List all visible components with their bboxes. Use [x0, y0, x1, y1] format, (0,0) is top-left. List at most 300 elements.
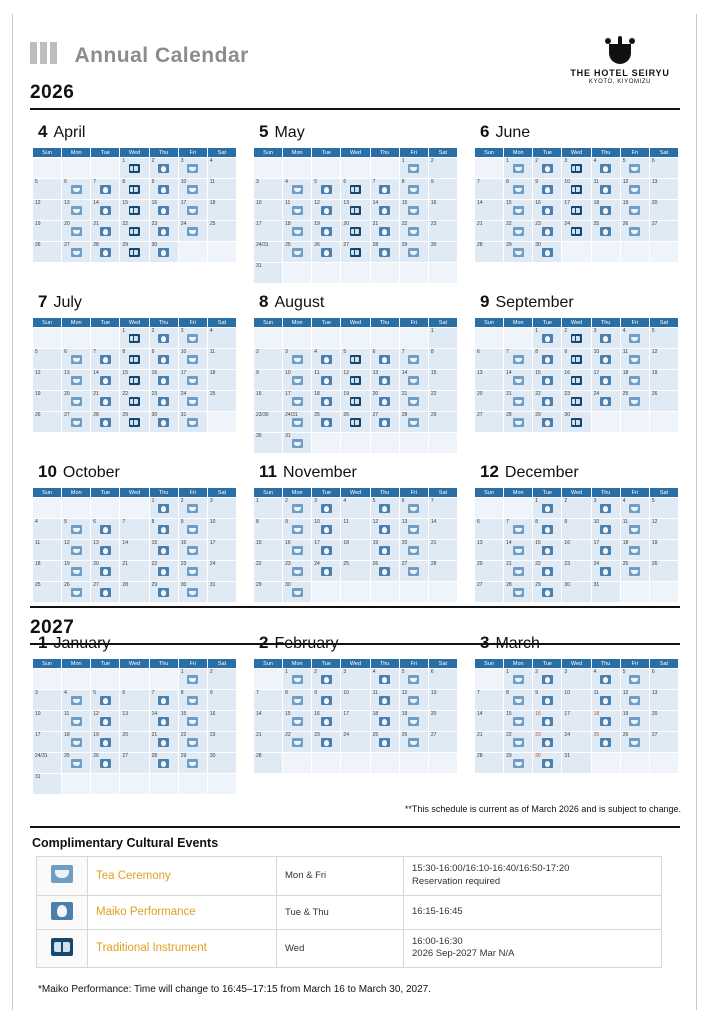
day-cell[interactable]	[591, 690, 620, 711]
day-cell[interactable]	[649, 158, 678, 179]
day-cell[interactable]	[120, 690, 149, 711]
day-cell[interactable]	[428, 179, 457, 200]
day-cell[interactable]	[620, 391, 649, 412]
day-cell[interactable]	[428, 328, 457, 349]
day-cell[interactable]	[533, 669, 562, 690]
day-cell[interactable]	[475, 753, 504, 774]
day-cell[interactable]	[120, 711, 149, 732]
day-cell[interactable]	[62, 349, 91, 370]
day-cell[interactable]	[504, 221, 533, 242]
day-cell[interactable]	[341, 540, 370, 561]
day-cell[interactable]	[33, 582, 62, 603]
day-cell[interactable]	[649, 370, 678, 391]
day-cell[interactable]	[312, 391, 341, 412]
day-cell[interactable]	[428, 391, 457, 412]
day-cell[interactable]	[533, 221, 562, 242]
day-cell[interactable]	[312, 711, 341, 732]
day-cell[interactable]	[254, 690, 283, 711]
day-cell[interactable]	[649, 179, 678, 200]
day-cell[interactable]	[562, 519, 591, 540]
day-cell[interactable]	[475, 582, 504, 603]
day-cell[interactable]	[254, 349, 283, 370]
day-cell[interactable]	[562, 200, 591, 221]
day-cell[interactable]	[120, 582, 149, 603]
day-cell[interactable]	[62, 391, 91, 412]
day-cell[interactable]	[120, 328, 149, 349]
day-cell[interactable]	[91, 200, 120, 221]
day-cell[interactable]	[591, 582, 620, 603]
day-cell[interactable]	[341, 498, 370, 519]
day-cell[interactable]	[533, 753, 562, 774]
day-cell[interactable]	[399, 370, 428, 391]
day-cell[interactable]	[149, 179, 178, 200]
day-cell[interactable]	[312, 221, 341, 242]
day-cell[interactable]	[91, 221, 120, 242]
day-cell[interactable]	[341, 370, 370, 391]
day-cell[interactable]	[649, 221, 678, 242]
day-cell[interactable]	[120, 519, 149, 540]
day-cell[interactable]	[33, 540, 62, 561]
day-cell[interactable]	[562, 561, 591, 582]
day-cell[interactable]	[370, 221, 399, 242]
day-cell[interactable]	[370, 391, 399, 412]
day-cell[interactable]	[562, 370, 591, 391]
day-cell[interactable]	[533, 540, 562, 561]
day-cell[interactable]	[562, 711, 591, 732]
day-cell[interactable]	[341, 732, 370, 753]
day-cell[interactable]	[370, 179, 399, 200]
day-cell[interactable]	[254, 263, 283, 284]
day-cell[interactable]	[283, 732, 312, 753]
day-cell[interactable]	[207, 158, 236, 179]
day-cell[interactable]	[341, 179, 370, 200]
day-cell[interactable]	[620, 519, 649, 540]
day-cell[interactable]	[283, 349, 312, 370]
day-cell[interactable]	[428, 221, 457, 242]
day-cell[interactable]	[620, 370, 649, 391]
day-cell[interactable]	[178, 561, 207, 582]
day-cell[interactable]	[504, 732, 533, 753]
day-cell[interactable]	[428, 370, 457, 391]
day-cell[interactable]	[283, 582, 312, 603]
day-cell[interactable]	[149, 753, 178, 774]
day-cell[interactable]	[33, 690, 62, 711]
day-cell[interactable]	[475, 561, 504, 582]
day-cell[interactable]	[91, 753, 120, 774]
day-cell[interactable]	[178, 732, 207, 753]
day-cell[interactable]	[91, 561, 120, 582]
day-cell[interactable]	[620, 540, 649, 561]
day-cell[interactable]	[120, 200, 149, 221]
day-cell[interactable]	[207, 349, 236, 370]
day-cell[interactable]	[254, 561, 283, 582]
day-cell[interactable]	[620, 711, 649, 732]
day-cell[interactable]	[504, 582, 533, 603]
day-cell[interactable]	[178, 753, 207, 774]
day-cell[interactable]	[178, 582, 207, 603]
day-cell[interactable]	[91, 690, 120, 711]
day-cell[interactable]	[62, 690, 91, 711]
day-cell[interactable]	[649, 540, 678, 561]
day-cell[interactable]	[504, 711, 533, 732]
day-cell[interactable]	[475, 540, 504, 561]
day-cell[interactable]	[312, 179, 341, 200]
day-cell[interactable]	[620, 349, 649, 370]
day-cell[interactable]	[178, 412, 207, 433]
day-cell[interactable]	[33, 349, 62, 370]
day-cell[interactable]	[91, 519, 120, 540]
day-cell[interactable]	[91, 391, 120, 412]
day-cell[interactable]	[370, 370, 399, 391]
day-cell[interactable]	[533, 349, 562, 370]
day-cell[interactable]	[399, 158, 428, 179]
day-cell[interactable]	[591, 561, 620, 582]
day-cell[interactable]	[91, 711, 120, 732]
day-cell[interactable]	[283, 370, 312, 391]
day-cell[interactable]	[649, 669, 678, 690]
day-cell[interactable]	[341, 561, 370, 582]
day-cell[interactable]	[475, 349, 504, 370]
day-cell[interactable]	[207, 561, 236, 582]
day-cell[interactable]	[562, 540, 591, 561]
day-cell[interactable]	[149, 242, 178, 263]
day-cell[interactable]	[562, 690, 591, 711]
day-cell[interactable]	[562, 328, 591, 349]
day-cell[interactable]	[91, 732, 120, 753]
day-cell[interactable]	[562, 349, 591, 370]
day-cell[interactable]	[33, 179, 62, 200]
day-cell[interactable]	[62, 412, 91, 433]
day-cell[interactable]	[312, 349, 341, 370]
day-cell[interactable]	[207, 732, 236, 753]
day-cell[interactable]	[178, 519, 207, 540]
day-cell[interactable]	[283, 498, 312, 519]
day-cell[interactable]	[533, 711, 562, 732]
day-cell[interactable]	[620, 221, 649, 242]
day-cell[interactable]	[428, 412, 457, 433]
day-cell[interactable]	[370, 412, 399, 433]
day-cell[interactable]	[562, 412, 591, 433]
day-cell[interactable]	[149, 690, 178, 711]
day-cell[interactable]	[33, 200, 62, 221]
day-cell[interactable]	[399, 732, 428, 753]
day-cell[interactable]	[504, 540, 533, 561]
day-cell[interactable]	[62, 242, 91, 263]
day-cell[interactable]	[341, 690, 370, 711]
day-cell[interactable]	[178, 328, 207, 349]
day-cell[interactable]	[178, 200, 207, 221]
day-cell[interactable]	[399, 179, 428, 200]
day-cell[interactable]	[120, 179, 149, 200]
day-cell[interactable]	[620, 200, 649, 221]
day-cell[interactable]	[504, 519, 533, 540]
day-cell[interactable]	[591, 221, 620, 242]
day-cell[interactable]	[149, 582, 178, 603]
day-cell[interactable]	[178, 498, 207, 519]
day-cell[interactable]	[649, 711, 678, 732]
day-cell[interactable]	[207, 711, 236, 732]
day-cell[interactable]	[620, 158, 649, 179]
day-cell[interactable]	[312, 561, 341, 582]
day-cell[interactable]	[428, 349, 457, 370]
day-cell[interactable]	[283, 519, 312, 540]
day-cell[interactable]	[475, 200, 504, 221]
day-cell[interactable]	[475, 519, 504, 540]
day-cell[interactable]	[399, 412, 428, 433]
day-cell[interactable]	[149, 540, 178, 561]
day-cell[interactable]	[533, 412, 562, 433]
day-cell[interactable]	[533, 498, 562, 519]
day-cell[interactable]	[283, 200, 312, 221]
day-cell[interactable]	[149, 711, 178, 732]
day-cell[interactable]	[149, 370, 178, 391]
day-cell[interactable]	[341, 349, 370, 370]
day-cell[interactable]	[33, 753, 62, 774]
day-cell[interactable]	[149, 498, 178, 519]
day-cell[interactable]	[33, 774, 62, 795]
day-cell[interactable]	[428, 200, 457, 221]
day-cell[interactable]	[504, 200, 533, 221]
day-cell[interactable]	[562, 158, 591, 179]
day-cell[interactable]	[178, 669, 207, 690]
day-cell[interactable]	[254, 242, 283, 263]
day-cell[interactable]	[428, 158, 457, 179]
day-cell[interactable]	[475, 711, 504, 732]
day-cell[interactable]	[149, 391, 178, 412]
day-cell[interactable]	[283, 242, 312, 263]
day-cell[interactable]	[649, 519, 678, 540]
day-cell[interactable]	[33, 242, 62, 263]
day-cell[interactable]	[178, 221, 207, 242]
day-cell[interactable]	[62, 711, 91, 732]
day-cell[interactable]	[428, 498, 457, 519]
day-cell[interactable]	[428, 242, 457, 263]
day-cell[interactable]	[91, 242, 120, 263]
day-cell[interactable]	[399, 498, 428, 519]
day-cell[interactable]	[312, 669, 341, 690]
day-cell[interactable]	[149, 349, 178, 370]
day-cell[interactable]	[591, 391, 620, 412]
day-cell[interactable]	[591, 328, 620, 349]
day-cell[interactable]	[533, 200, 562, 221]
day-cell[interactable]	[399, 561, 428, 582]
day-cell[interactable]	[120, 349, 149, 370]
day-cell[interactable]	[312, 200, 341, 221]
day-cell[interactable]	[62, 753, 91, 774]
day-cell[interactable]	[283, 561, 312, 582]
day-cell[interactable]	[254, 391, 283, 412]
day-cell[interactable]	[562, 498, 591, 519]
day-cell[interactable]	[62, 370, 91, 391]
day-cell[interactable]	[591, 498, 620, 519]
day-cell[interactable]	[428, 711, 457, 732]
day-cell[interactable]	[62, 179, 91, 200]
day-cell[interactable]	[591, 349, 620, 370]
day-cell[interactable]	[178, 690, 207, 711]
day-cell[interactable]	[33, 711, 62, 732]
day-cell[interactable]	[562, 753, 591, 774]
day-cell[interactable]	[178, 158, 207, 179]
day-cell[interactable]	[399, 349, 428, 370]
day-cell[interactable]	[620, 328, 649, 349]
day-cell[interactable]	[620, 732, 649, 753]
day-cell[interactable]	[33, 412, 62, 433]
day-cell[interactable]	[620, 498, 649, 519]
day-cell[interactable]	[254, 370, 283, 391]
day-cell[interactable]	[475, 732, 504, 753]
day-cell[interactable]	[533, 328, 562, 349]
day-cell[interactable]	[312, 412, 341, 433]
day-cell[interactable]	[562, 179, 591, 200]
day-cell[interactable]	[504, 179, 533, 200]
day-cell[interactable]	[312, 370, 341, 391]
day-cell[interactable]	[120, 242, 149, 263]
day-cell[interactable]	[591, 179, 620, 200]
day-cell[interactable]	[207, 370, 236, 391]
day-cell[interactable]	[120, 753, 149, 774]
day-cell[interactable]	[620, 561, 649, 582]
day-cell[interactable]	[254, 711, 283, 732]
day-cell[interactable]	[428, 540, 457, 561]
day-cell[interactable]	[399, 669, 428, 690]
day-cell[interactable]	[562, 669, 591, 690]
day-cell[interactable]	[370, 711, 399, 732]
day-cell[interactable]	[475, 242, 504, 263]
day-cell[interactable]	[120, 540, 149, 561]
day-cell[interactable]	[475, 391, 504, 412]
day-cell[interactable]	[341, 412, 370, 433]
day-cell[interactable]	[149, 732, 178, 753]
day-cell[interactable]	[533, 179, 562, 200]
day-cell[interactable]	[207, 391, 236, 412]
day-cell[interactable]	[341, 391, 370, 412]
day-cell[interactable]	[591, 519, 620, 540]
day-cell[interactable]	[62, 732, 91, 753]
day-cell[interactable]	[149, 200, 178, 221]
day-cell[interactable]	[475, 179, 504, 200]
day-cell[interactable]	[33, 561, 62, 582]
day-cell[interactable]	[120, 158, 149, 179]
day-cell[interactable]	[399, 221, 428, 242]
day-cell[interactable]	[475, 412, 504, 433]
day-cell[interactable]	[254, 498, 283, 519]
day-cell[interactable]	[591, 669, 620, 690]
day-cell[interactable]	[341, 519, 370, 540]
day-cell[interactable]	[33, 732, 62, 753]
day-cell[interactable]	[33, 370, 62, 391]
day-cell[interactable]	[562, 391, 591, 412]
day-cell[interactable]	[283, 669, 312, 690]
day-cell[interactable]	[254, 221, 283, 242]
day-cell[interactable]	[178, 391, 207, 412]
day-cell[interactable]	[254, 412, 283, 433]
day-cell[interactable]	[283, 690, 312, 711]
day-cell[interactable]	[178, 349, 207, 370]
day-cell[interactable]	[591, 200, 620, 221]
day-cell[interactable]	[62, 221, 91, 242]
day-cell[interactable]	[91, 349, 120, 370]
day-cell[interactable]	[649, 349, 678, 370]
day-cell[interactable]	[254, 519, 283, 540]
day-cell[interactable]	[620, 179, 649, 200]
day-cell[interactable]	[428, 669, 457, 690]
day-cell[interactable]	[649, 328, 678, 349]
day-cell[interactable]	[254, 732, 283, 753]
day-cell[interactable]	[591, 158, 620, 179]
day-cell[interactable]	[254, 200, 283, 221]
day-cell[interactable]	[312, 498, 341, 519]
day-cell[interactable]	[254, 540, 283, 561]
day-cell[interactable]	[120, 732, 149, 753]
day-cell[interactable]	[283, 711, 312, 732]
day-cell[interactable]	[399, 391, 428, 412]
day-cell[interactable]	[207, 690, 236, 711]
day-cell[interactable]	[120, 391, 149, 412]
day-cell[interactable]	[91, 582, 120, 603]
day-cell[interactable]	[428, 519, 457, 540]
day-cell[interactable]	[533, 519, 562, 540]
day-cell[interactable]	[254, 179, 283, 200]
day-cell[interactable]	[399, 711, 428, 732]
day-cell[interactable]	[649, 200, 678, 221]
day-cell[interactable]	[533, 158, 562, 179]
day-cell[interactable]	[312, 732, 341, 753]
day-cell[interactable]	[399, 200, 428, 221]
day-cell[interactable]	[283, 433, 312, 454]
day-cell[interactable]	[312, 242, 341, 263]
day-cell[interactable]	[91, 179, 120, 200]
day-cell[interactable]	[591, 711, 620, 732]
day-cell[interactable]	[533, 242, 562, 263]
day-cell[interactable]	[504, 349, 533, 370]
day-cell[interactable]	[475, 370, 504, 391]
day-cell[interactable]	[207, 328, 236, 349]
day-cell[interactable]	[591, 732, 620, 753]
day-cell[interactable]	[504, 669, 533, 690]
day-cell[interactable]	[504, 690, 533, 711]
day-cell[interactable]	[120, 412, 149, 433]
day-cell[interactable]	[428, 690, 457, 711]
day-cell[interactable]	[149, 158, 178, 179]
day-cell[interactable]	[207, 669, 236, 690]
day-cell[interactable]	[399, 242, 428, 263]
day-cell[interactable]	[649, 391, 678, 412]
day-cell[interactable]	[562, 732, 591, 753]
day-cell[interactable]	[62, 561, 91, 582]
day-cell[interactable]	[370, 519, 399, 540]
day-cell[interactable]	[62, 200, 91, 221]
day-cell[interactable]	[649, 732, 678, 753]
day-cell[interactable]	[91, 412, 120, 433]
day-cell[interactable]	[207, 221, 236, 242]
day-cell[interactable]	[533, 732, 562, 753]
day-cell[interactable]	[312, 690, 341, 711]
day-cell[interactable]	[312, 540, 341, 561]
day-cell[interactable]	[283, 412, 312, 433]
day-cell[interactable]	[370, 242, 399, 263]
day-cell[interactable]	[341, 221, 370, 242]
day-cell[interactable]	[649, 498, 678, 519]
day-cell[interactable]	[533, 582, 562, 603]
day-cell[interactable]	[533, 370, 562, 391]
day-cell[interactable]	[370, 498, 399, 519]
day-cell[interactable]	[283, 221, 312, 242]
day-cell[interactable]	[562, 582, 591, 603]
day-cell[interactable]	[33, 391, 62, 412]
day-cell[interactable]	[207, 540, 236, 561]
day-cell[interactable]	[370, 540, 399, 561]
day-cell[interactable]	[533, 561, 562, 582]
